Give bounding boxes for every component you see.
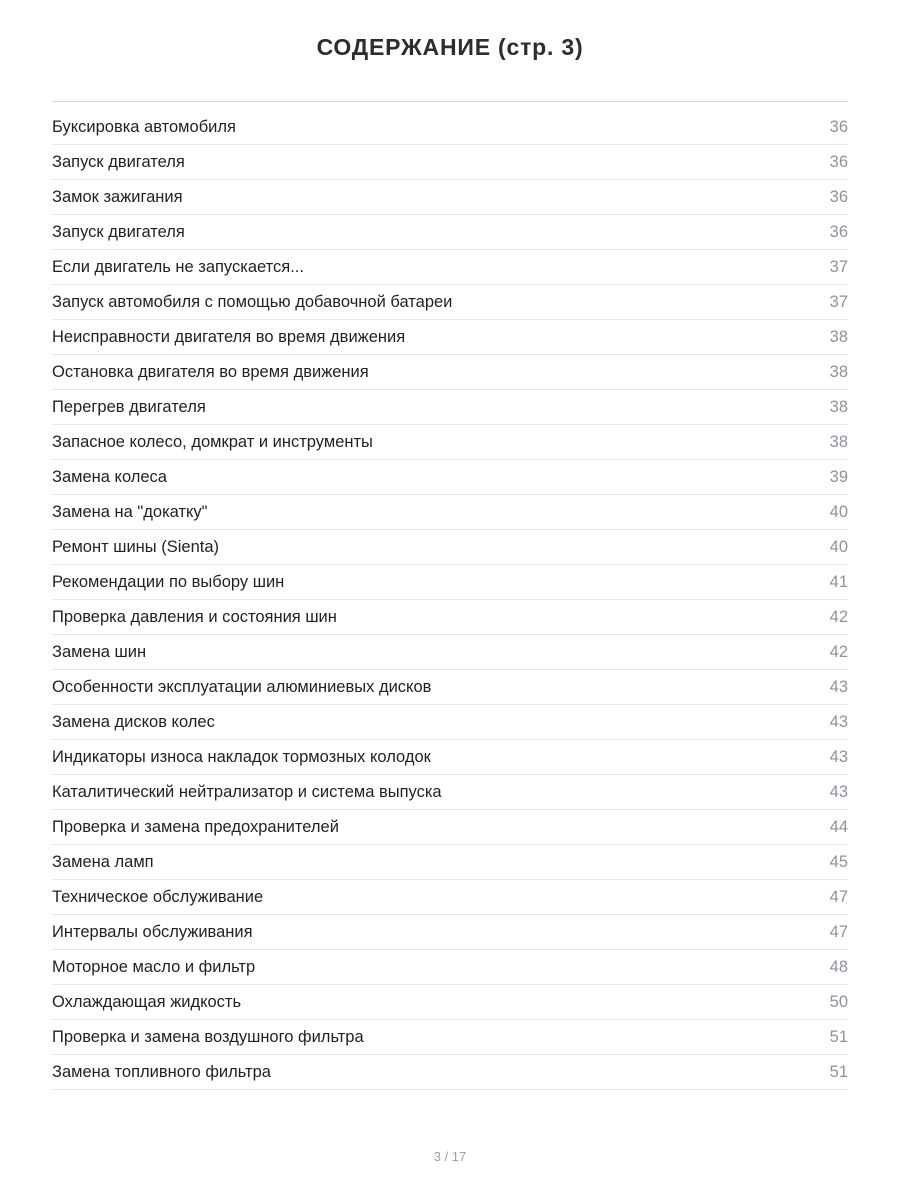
toc-entry-page: 43 [829,677,848,696]
toc-entry-label: Замена на "докатку" [52,502,208,521]
toc-list [52,110,848,1090]
toc-row[interactable] [52,145,848,180]
toc-row[interactable] [52,355,848,390]
toc-entry-label: Запуск двигателя [52,152,185,171]
toc-entry-page: 38 [829,432,848,451]
toc-row[interactable] [52,1020,848,1055]
toc-entry-page: 50 [829,992,848,1011]
toc-row[interactable] [52,985,848,1020]
toc-entry-page: 37 [829,292,848,311]
toc-entry-label: Каталитический нейтрализатор и система выпуска [52,782,442,801]
toc-entry-page: 36 [829,117,848,136]
toc-row[interactable] [52,880,848,915]
toc-entry-page: 38 [829,362,848,381]
toc-entry-label: Если двигатель не запускается... [52,257,304,276]
toc-entry-label: Запасное колесо, домкрат и инструменты [52,432,373,451]
toc-row[interactable] [52,670,848,705]
toc-entry-label: Рекомендации по выбору шин [52,572,285,591]
toc-entry-label: Замена колеса [52,467,167,486]
toc-row[interactable] [52,775,848,810]
toc-entry-page: 36 [829,152,848,171]
toc-entry-label: Проверка давления и состояния шин [52,607,337,626]
toc-entry-page: 51 [829,1027,848,1046]
toc-entry-label: Буксировка автомобиля [52,117,236,136]
toc-entry-label: Замена ламп [52,852,154,871]
toc-entry-page: 43 [829,712,848,731]
toc-entry-label: Остановка двигателя во время движения [52,362,369,381]
toc-row[interactable] [52,250,848,285]
toc-row[interactable] [52,950,848,985]
toc-row[interactable] [52,915,848,950]
toc-entry-label: Проверка и замена предохранителей [52,817,339,836]
toc-entry-label: Ремонт шины (Sienta) [52,537,220,556]
toc-entry-label: Индикаторы износа накладок тормозных колодок [52,747,431,766]
toc-entry-page: 39 [829,467,848,486]
toc-row[interactable] [52,705,848,740]
title-divider [52,101,848,102]
toc-entry-label: Замок зажигания [52,187,183,206]
toc-entry-label: Замена дисков колес [52,712,215,731]
toc-row[interactable] [52,810,848,845]
toc-entry-page: 44 [829,817,848,836]
toc-entry-page: 42 [829,607,848,626]
toc-row[interactable] [52,460,848,495]
toc-entry-label: Проверка и замена воздушного фильтра [52,1027,364,1046]
toc-row[interactable] [52,530,848,565]
toc-row[interactable] [52,1055,848,1090]
toc-row[interactable] [52,600,848,635]
toc-row[interactable] [52,495,848,530]
toc-entry-page: 43 [829,747,848,766]
toc-row[interactable] [52,740,848,775]
toc-row[interactable] [52,180,848,215]
toc-entry-label: Запуск двигателя [52,222,185,241]
page-title: СОДЕРЖАНИЕ (стр. 3) [316,34,584,60]
toc-row[interactable] [52,320,848,355]
toc-entry-page: 41 [829,572,848,591]
toc-entry-page: 42 [829,642,848,661]
toc-row[interactable] [52,285,848,320]
toc-row[interactable] [52,425,848,460]
toc-entry-page: 47 [829,922,848,941]
toc-entry-page: 36 [829,222,848,241]
toc-entry-page: 36 [829,187,848,206]
toc-entry-page: 45 [829,852,848,871]
toc-row[interactable] [52,635,848,670]
toc-entry-label: Неисправности двигателя во время движения [52,327,406,346]
toc-row[interactable] [52,565,848,600]
toc-entry-page: 47 [829,887,848,906]
toc-row[interactable] [52,110,848,145]
toc-entry-page: 38 [829,327,848,346]
toc-entry-page: 48 [829,957,848,976]
toc-row[interactable] [52,390,848,425]
toc-entry-label: Моторное масло и фильтр [52,957,256,976]
toc-entry-label: Охлаждающая жидкость [52,992,242,1011]
toc-entry-page: 38 [829,397,848,416]
toc-entry-label: Интервалы обслуживания [52,922,253,941]
toc-row[interactable] [52,845,848,880]
toc-entry-page: 51 [829,1062,848,1081]
toc-entry-label: Замена шин [52,642,147,661]
toc-entry-page: 37 [829,257,848,276]
toc-entry-label: Запуск автомобиля с помощью добавочной батареи [52,292,453,311]
toc-entry-page: 40 [829,502,848,521]
toc-entry-label: Техническое обслуживание [52,887,264,906]
toc-entry-label: Особенности эксплуатации алюминиевых дисков [52,677,432,696]
toc-entry-label: Перегрев двигателя [52,397,206,416]
toc-entry-page: 43 [829,782,848,801]
toc-row[interactable] [52,215,848,250]
page-footer: 3 / 17 [433,1149,467,1164]
toc-entry-page: 40 [829,537,848,556]
toc-entry-label: Замена топливного фильтра [52,1062,271,1081]
